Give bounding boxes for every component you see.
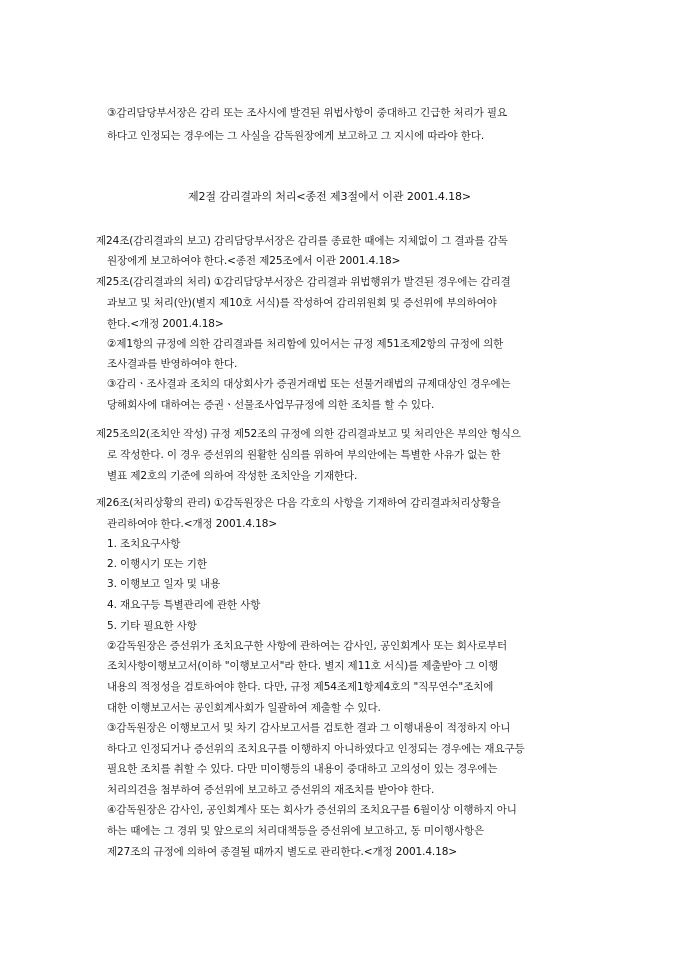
article-24-line: 제24조(감리결과의 보고) 감리담당부서장은 감리를 종료한 때에는 지체없이 그 결과를 감독 bbox=[96, 235, 508, 247]
article-26-line: 제27조의 규정에 의하여 종결될 때까지 별도로 관리한다.<개정 2001.4.18> bbox=[107, 846, 458, 858]
article-26-line: 조치사항이행보고서(이하 "이행보고서"라 한다. 별지 제11호 서식)를 제출받아 그 이행 bbox=[107, 660, 499, 672]
article-26-line: 처리의견을 첨부하여 증선위에 보고하고 증선위의 재조치를 받아야 한다. bbox=[107, 784, 435, 796]
article-25-line: 제25조(감리결과의 처리) ①감리담당부서장은 감리결과 위법행위가 발견된 경우에는 감리결 bbox=[96, 276, 511, 288]
paragraph-line: 하다고 인정되는 경우에는 그 사실을 감독원장에게 보고하고 그 지시에 따라야 한다. bbox=[107, 130, 485, 142]
list-item: 2. 이행시기 또는 기한 bbox=[107, 558, 207, 570]
article-25-line: ③감리ㆍ조사결과 조치의 대상회사가 증권거래법 또는 선물거래법의 규제대상인 경우에는 bbox=[107, 378, 511, 390]
article-25-2-line: 별표 제2호의 기준에 의하여 작성한 조치안을 기재한다. bbox=[107, 470, 358, 482]
article-26-line: 제26조(처리상황의 관리) ①감독원장은 다음 각호의 사항을 기재하여 감리결과처리상황을 bbox=[96, 497, 501, 509]
article-25-2-line: 로 작성한다. 이 경우 증선위의 원활한 심의를 위하여 부의안에는 특별한 사유가 없는 한 bbox=[107, 449, 501, 461]
paragraph-line: ③감리담당부서장은 감리 또는 조사시에 발견된 위법사항이 중대하고 긴급한 처리가 필요 bbox=[107, 107, 507, 119]
article-26-line: ④감독원장은 감사인, 공인회계사 또는 회사가 증선위의 조치요구를 6월이상 이행하지 아니 bbox=[107, 804, 517, 816]
article-25-line: 조사결과를 반영하여야 한다. bbox=[107, 358, 238, 370]
list-item: 5. 기타 필요한 사항 bbox=[107, 620, 197, 632]
list-item: 3. 이행보고 일자 및 내용 bbox=[107, 578, 221, 590]
article-26-line: 필요한 조치를 취할 수 있다. 다만 미이행등의 내용이 중대하고 고의성이 있는 경우에는 bbox=[107, 763, 498, 775]
article-25-line: 한다.<개정 2001.4.18> bbox=[107, 318, 224, 330]
article-26-line: 하다고 인정되거나 증선위의 조치요구를 이행하지 아니하였다고 인정되는 경우에는 재요구등 bbox=[107, 743, 525, 755]
article-25-line: 당해회사에 대하여는 증권ㆍ선물조사업무규정에 의한 조치를 할 수 있다. bbox=[107, 399, 435, 411]
article-26-line: ②감독원장은 증선위가 조치요구한 사항에 관하여는 감사인, 공인회계사 또는 회사로부터 bbox=[107, 640, 507, 652]
article-26-line: 내용의 적정성을 검토하여야 한다. 다만, 규정 제54조제1항제4호의 "직무연수"조치에 bbox=[107, 681, 494, 693]
article-26-line: 관리하여야 한다.<개정 2001.4.18> bbox=[107, 518, 278, 530]
list-item: 1. 조치요구사항 bbox=[107, 538, 181, 550]
article-24-line: 원장에게 보고하여야 한다.<종전 제25조에서 이관 2001.4.18> bbox=[107, 255, 401, 267]
section-title: 제2절 감리결과의 처리<종전 제3절에서 이관 2001.4.18> bbox=[188, 190, 472, 203]
article-26-line: 대한 이행보고서는 공인회계사회가 일괄하여 제출할 수 있다. bbox=[107, 702, 381, 714]
article-26-line: 하는 때에는 그 경위 및 앞으로의 처리대책등을 증선위에 보고하고, 동 미이행사항은 bbox=[107, 825, 485, 837]
list-item: 4. 재요구등 특별관리에 관한 사항 bbox=[107, 599, 261, 611]
article-25-2-line: 제25조의2(조치안 작성) 규정 제52조의 규정에 의한 감리결과보고 및 처리안은 부의안 형식으 bbox=[96, 428, 521, 440]
article-26-line: ③감독원장은 이행보고서 및 차기 감사보고서를 검토한 결과 그 이행내용이 적정하지 아니 bbox=[107, 722, 511, 734]
article-25-line: ②제1항의 규정에 의한 감리결과를 처리함에 있어서는 규정 제51조제2항의 규정에 의한 bbox=[107, 338, 504, 350]
article-25-line: 과보고 및 처리(안)(별지 제10호 서식)를 작성하여 감리위원회 및 증선위에 부의하여야 bbox=[107, 297, 497, 309]
